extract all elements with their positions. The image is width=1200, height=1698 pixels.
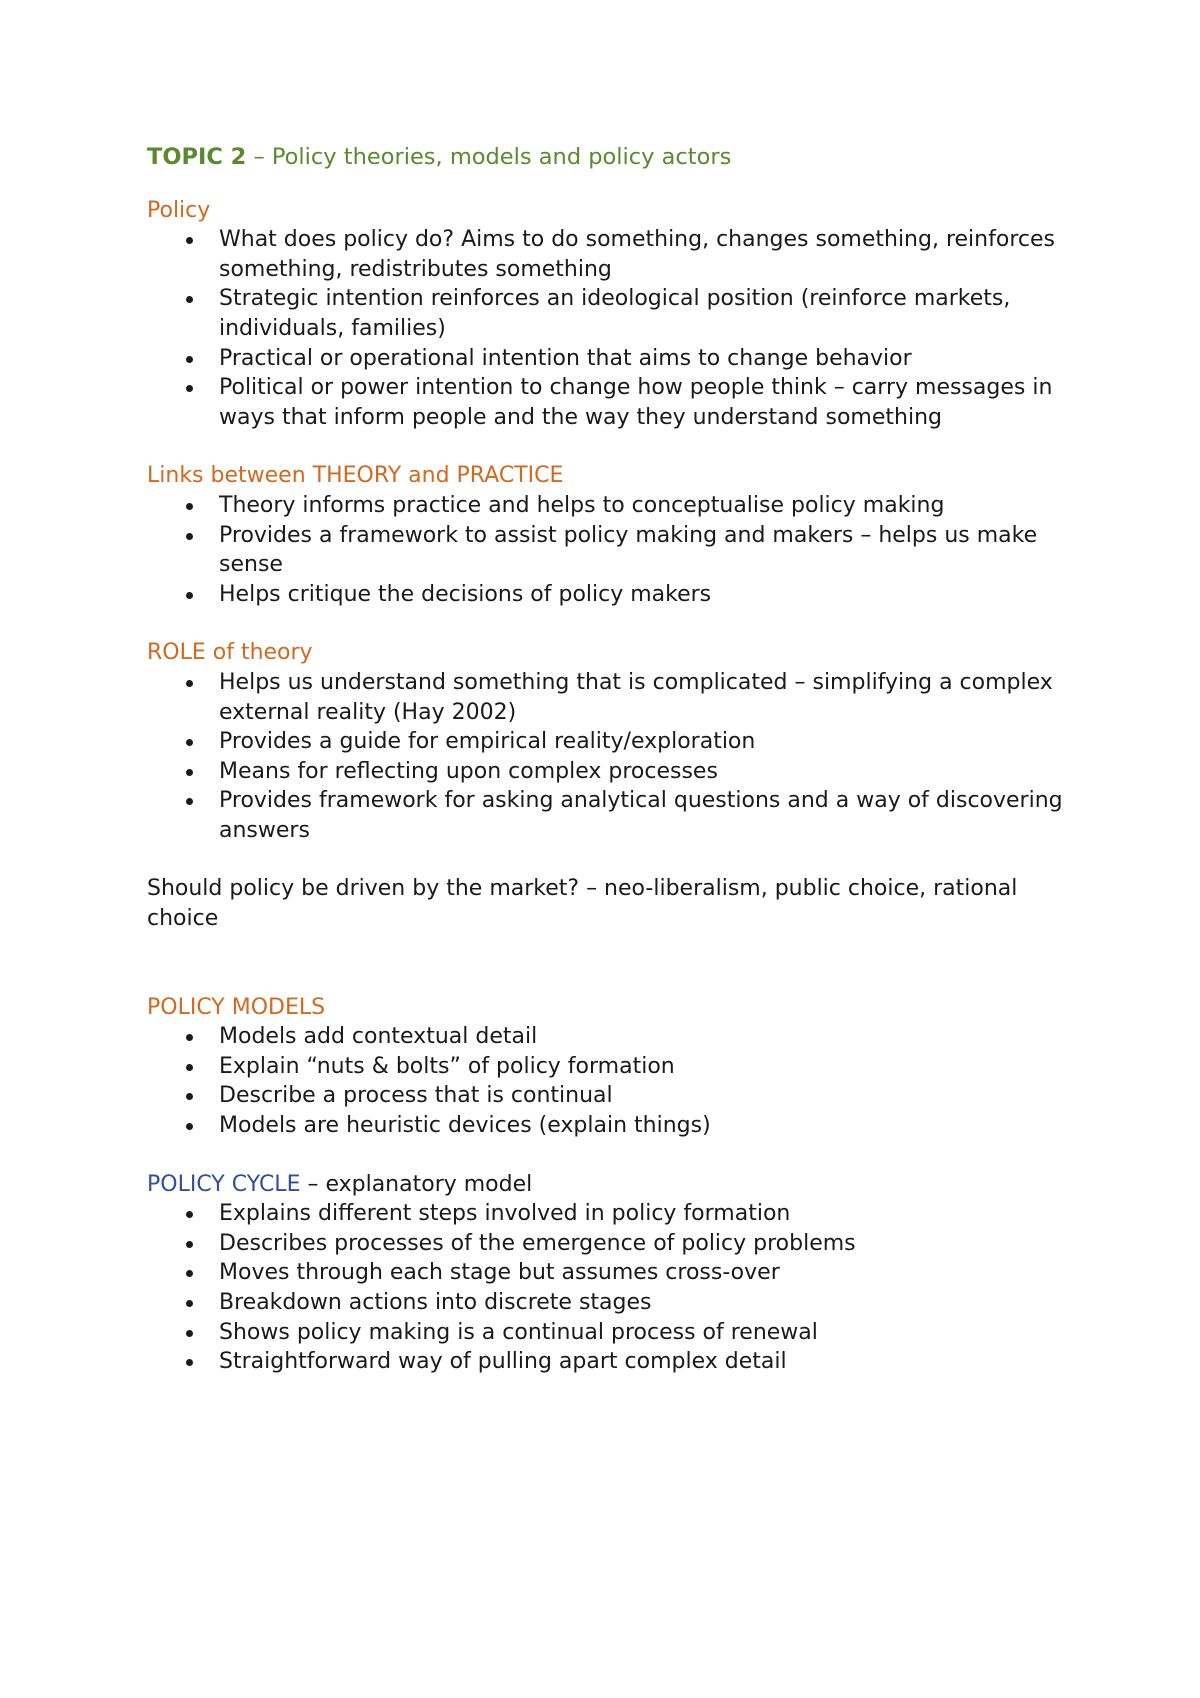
- list-item: Means for reflecting upon complex processes: [147, 757, 1087, 787]
- list-item: Breakdown actions into discrete stages: [147, 1288, 1087, 1318]
- list-item: Provides a guide for empirical reality/exploration: [147, 727, 1087, 757]
- list-item: Shows policy making is a continual process of renewal: [147, 1318, 1087, 1348]
- title-topic: TOPIC 2: [147, 144, 247, 170]
- section-heading-cycle: [147, 1170, 1087, 1200]
- section-heading-role: ROLE of theory: [147, 640, 313, 666]
- list-item: Strategic intention reinforces an ideological position (reinforce markets, individuals, families): [147, 284, 1087, 343]
- list-item: Helps us understand something that is complicated – simplifying a complex external reality (Hay 2002): [147, 668, 1087, 727]
- bullet-list-models: [147, 1022, 1087, 1140]
- list-item: Describe a process that is continual: [147, 1081, 1087, 1111]
- page-title: [147, 143, 1087, 173]
- section-links: [147, 461, 1087, 609]
- list-item: Explains different steps involved in policy formation: [147, 1199, 1087, 1229]
- list-item: Provides a framework to assist policy making and makers – helps us make sense: [147, 521, 1087, 580]
- list-item: Models add contextual detail: [147, 1022, 1087, 1052]
- bullet-list-links: [147, 491, 1087, 609]
- bullet-list-cycle: [147, 1199, 1087, 1377]
- list-item: Provides framework for asking analytical questions and a way of discovering answers: [147, 786, 1087, 845]
- section-policy: [147, 196, 1087, 433]
- spacer: [147, 963, 1087, 993]
- document-body: [147, 143, 1087, 1406]
- list-item: Describes processes of the emergence of policy problems: [147, 1229, 1087, 1259]
- bullet-list-policy: [147, 225, 1087, 432]
- list-item: Models are heuristic devices (explain things): [147, 1111, 1087, 1141]
- section-cycle: [147, 1170, 1087, 1377]
- section-models: [147, 993, 1087, 1141]
- list-item: Explain “nuts & bolts” of policy formation: [147, 1052, 1087, 1082]
- list-item: Theory informs practice and helps to conceptualise policy making: [147, 491, 1087, 521]
- cycle-heading-label: POLICY CYCLE: [147, 1171, 301, 1197]
- cycle-heading-suffix: – explanatory model: [300, 1171, 533, 1197]
- section-heading-policy: Policy: [147, 197, 211, 223]
- list-item: What does policy do? Aims to do something, changes something, reinforces something, redistributes something: [147, 225, 1087, 284]
- section-heading-models: POLICY MODELS: [147, 994, 326, 1020]
- market-question-paragraph: Should policy be driven by the market? – neo-liberalism, public choice, rational choice: [147, 876, 1018, 932]
- section-role: [147, 638, 1087, 845]
- list-item: Moves through each stage but assumes cross-over: [147, 1258, 1087, 1288]
- bullet-list-role: [147, 668, 1087, 846]
- section-heading-links: Links between THEORY and PRACTICE: [147, 463, 564, 489]
- list-item: Straightforward way of pulling apart complex detail: [147, 1347, 1087, 1377]
- list-item: Helps critique the decisions of policy makers: [147, 580, 1087, 610]
- list-item: Political or power intention to change how people think – carry messages in ways that inform people and the way they understand something: [147, 373, 1087, 432]
- title-text: – Policy theories, models and policy actors: [246, 144, 732, 170]
- list-item: Practical or operational intention that aims to change behavior: [147, 344, 1087, 374]
